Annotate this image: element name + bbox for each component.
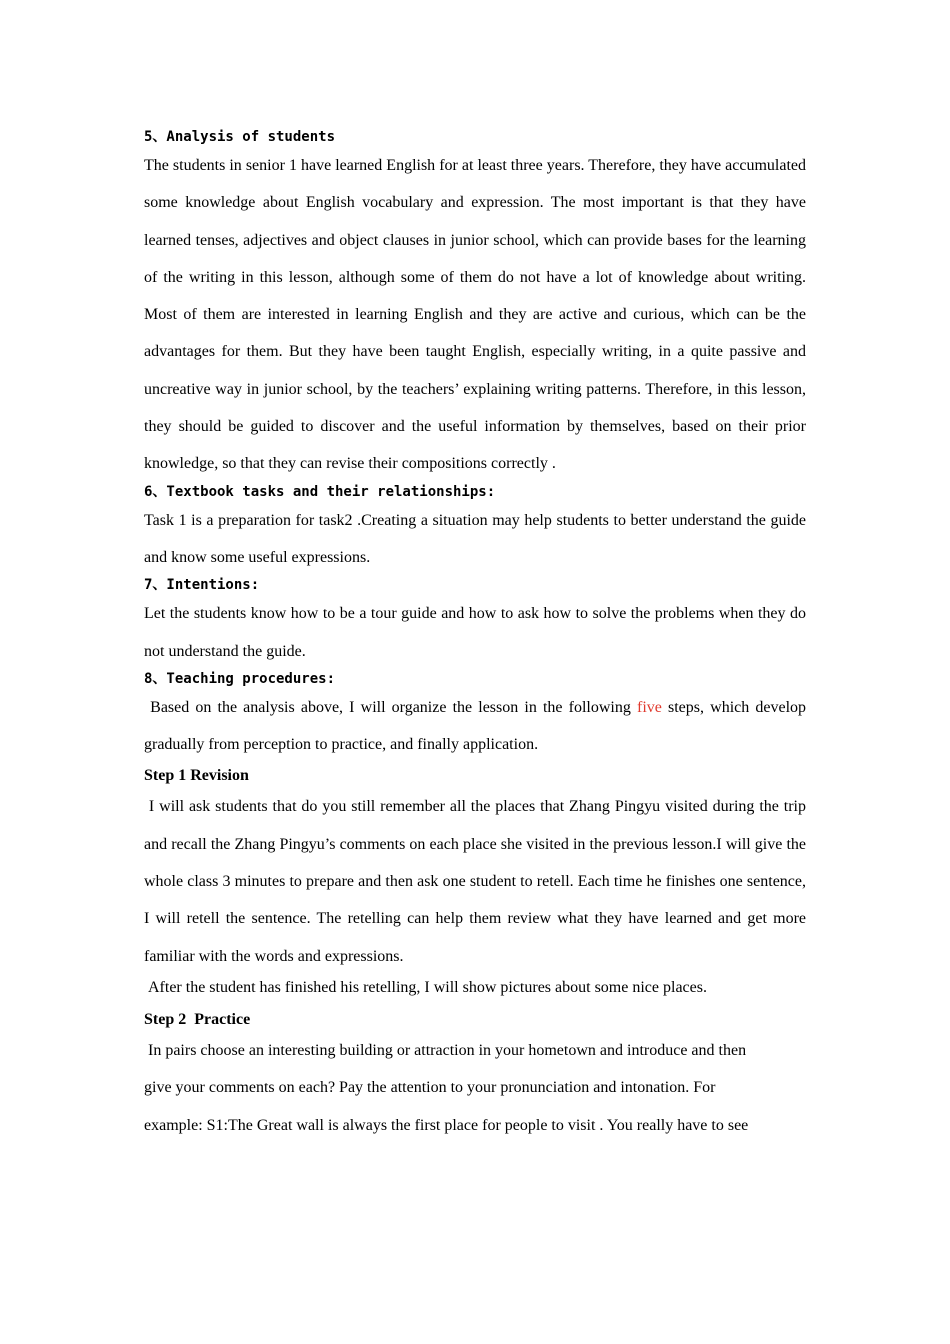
section-heading-textbook-tasks: 6、Textbook tasks and their relationships: (144, 483, 496, 500)
step-heading-practice: Step 2 Practice (144, 1010, 251, 1028)
paragraph-step-practice: In pairs choose an interesting building or attraction in your hometown and introduce and then give your comments on each? Pay the attention to your pronunciation and intonation. For example: S1:The Great wall is always the first place for people to visit . You really have to see (144, 1041, 751, 1134)
paragraph-text-after: steps, which develop gradually from perception to practice, and finally application. (144, 698, 811, 754)
paragraph-analysis-of-students: The students in senior 1 have learned English for at least three years. Therefore, they have accumulated some knowledge about English vocabulary and expression. The most important is that they have learned tenses, adjectives and object clauses in junior school, which can provide bases for the learning of the writing in this lesson, although some of them do not have a lot of knowledge about writing. Most of them are interested in learning English and they are active and curious, which can be the advantages for them. But they have been taught English, especially writing, in a quite passive and uncreative way in junior school, by the teachers’ explaining writing patterns. Therefore, in this lesson, they should be guided to discover and the useful information by themselves, based on their prior knowledge, so that they can revise their compositions correctly . (144, 157, 806, 473)
paragraph-intentions: Let the students know how to be a tour guide and how to ask how to solve the problems when they do not understand the guide. (144, 605, 806, 660)
paragraph-teaching-procedures (144, 689, 811, 764)
step-heading-revision: Step 1 Revision (144, 767, 249, 785)
section-heading-teaching-procedures: 8、Teaching procedures: (144, 670, 336, 687)
section-heading-analysis-of-students: 5、Analysis of students (144, 129, 336, 145)
section-heading-intentions: 7、Intentions: (144, 577, 260, 594)
paragraph-textbook-tasks: Task 1 is a preparation for task2 .Creating a situation may help students to better understand the guide and know some useful expressions. (144, 511, 806, 566)
document-body (144, 126, 811, 1144)
paragraph-text-before: Based on the analysis above, I will organize the lesson in the following (144, 698, 637, 716)
paragraph-step-revision: I will ask students that do you still remember all the places that Zhang Pingyu visited during the trip and recall the Zhang Pingyu’s comments on each place she visited in the previous lesson.I will give the whole class 3 minutes to prepare and then ask one student to retell. Each time he finishes one sentence, I will retell the sentence. The retelling can help them review what they have learned and get more familiar with the words and expressions. (144, 798, 810, 965)
paragraph-step-revision-followup: After the student has finished his retelling, I will show pictures about some nice places. (144, 978, 707, 996)
highlighted-word-five: five (637, 698, 662, 716)
